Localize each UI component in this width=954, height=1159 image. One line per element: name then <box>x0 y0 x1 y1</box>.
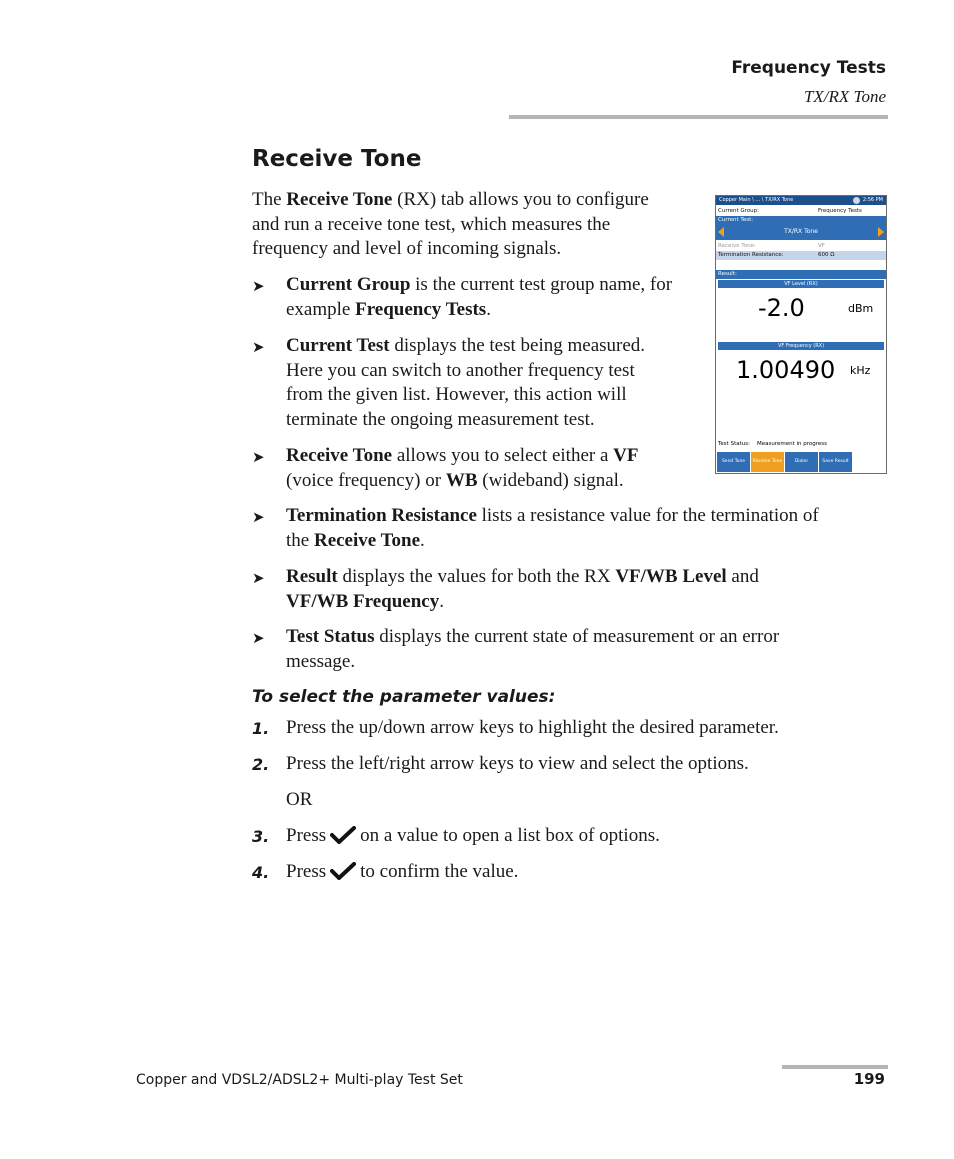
device-dialer-button[interactable]: Dialer <box>785 452 819 472</box>
device-receive-tone-button[interactable]: Receive Tone <box>751 452 785 472</box>
checkmark-icon <box>330 826 356 844</box>
intro-line-1: The Receive Tone (RX) tab allows you to configure <box>252 189 649 210</box>
arrow-right-icon[interactable] <box>878 227 884 237</box>
status-globe-icon <box>853 197 860 204</box>
intro-line-3: frequency and level of incoming signals. <box>252 238 562 259</box>
header-rule <box>509 115 888 119</box>
device-test-status: Test Status: Measurement in progress <box>718 441 827 447</box>
device-level-bar: VF Level (RX) <box>718 280 884 288</box>
bullet-arrow-icon: ➤ <box>252 279 265 295</box>
bullet-current-group: Current Group is the current test group name, for example Frequency Tests. <box>286 274 673 320</box>
device-current-test-selector[interactable]: TX/RX Tone <box>716 224 886 240</box>
bullet-receive-tone: Receive Tone allows you to select either a VF (voice frequency) or WB (wideband) signal. <box>286 445 639 491</box>
step-number: 4. <box>252 863 270 882</box>
intro-paragraph <box>252 188 649 262</box>
device-current-test-label: Current Test: <box>716 216 886 225</box>
step-1-text: Press the up/down arrow keys to highlight the desired parameter. <box>286 717 779 738</box>
page-number: 199 <box>853 1070 885 1088</box>
device-level-unit: dBm <box>848 302 874 315</box>
section-title: Receive Tone <box>252 146 422 172</box>
running-header-chapter: Frequency Tests <box>731 58 886 78</box>
bullet-arrow-icon: ➤ <box>252 340 265 356</box>
running-header-section: TX/RX Tone <box>803 87 886 106</box>
device-breadcrumb: Copper Main \ ... \ TX/RX Tone <box>719 197 794 203</box>
device-result-label: Result: <box>716 270 886 279</box>
bullet-result: Result displays the values for both the RX VF/WB Level and VF/WB Frequency. <box>286 566 759 612</box>
device-send-tone-button[interactable]: Send Tone <box>717 452 751 472</box>
footer-product: Copper and VDSL2/ADSL2+ Multi-play Test Set <box>136 1072 463 1088</box>
device-screenshot <box>715 195 887 474</box>
device-frequency-bar: VF Frequency (RX) <box>718 342 884 350</box>
step-number: 1. <box>252 719 270 738</box>
device-clock: 2:56 PM <box>862 197 883 203</box>
procedure-title: To select the parameter values: <box>252 687 556 707</box>
device-current-group-row: Current Group: Frequency Tests <box>718 208 862 214</box>
step-4-text: Press to confirm the value. <box>286 861 519 882</box>
bullet-arrow-icon: ➤ <box>252 571 265 587</box>
step-number: 2. <box>252 755 270 774</box>
checkmark-icon <box>330 862 356 880</box>
device-topbar <box>716 196 886 205</box>
bullet-current-test: Current Test displays the test being measured. Here you can switch to another frequency test from the given list. However, this action will terminate the ongoing measurement test. <box>286 335 646 430</box>
bullet-arrow-icon: ➤ <box>252 450 265 466</box>
intro-line-2: and run a receive tone test, which measures the <box>252 213 611 235</box>
step-number: 3. <box>252 827 270 846</box>
device-frequency-value: 1.00490 <box>736 356 836 384</box>
bullet-termination-resistance: Termination Resistance lists a resistance value for the termination of the Receive Tone. <box>286 505 819 551</box>
device-frequency-unit: kHz <box>850 364 871 377</box>
bullet-test-status: Test Status displays the current state of measurement or an error message. <box>286 626 780 672</box>
step-3-text: Press on a value to open a list box of options. <box>286 825 660 846</box>
device-save-result-button[interactable]: Save Result <box>819 452 853 472</box>
arrow-left-icon[interactable] <box>718 227 724 237</box>
step-or: OR <box>286 789 313 810</box>
device-receive-tone-row[interactable]: Receive Tone: VF <box>718 243 825 249</box>
footer-rule <box>782 1065 888 1069</box>
bullet-arrow-icon: ➤ <box>252 631 265 647</box>
bullet-arrow-icon: ➤ <box>252 510 265 526</box>
device-level-value: -2.0 <box>758 294 805 322</box>
device-termination-row[interactable]: Termination Resistance: 600 Ω <box>716 251 886 260</box>
step-2-text: Press the left/right arrow keys to view and select the options. <box>286 753 749 774</box>
